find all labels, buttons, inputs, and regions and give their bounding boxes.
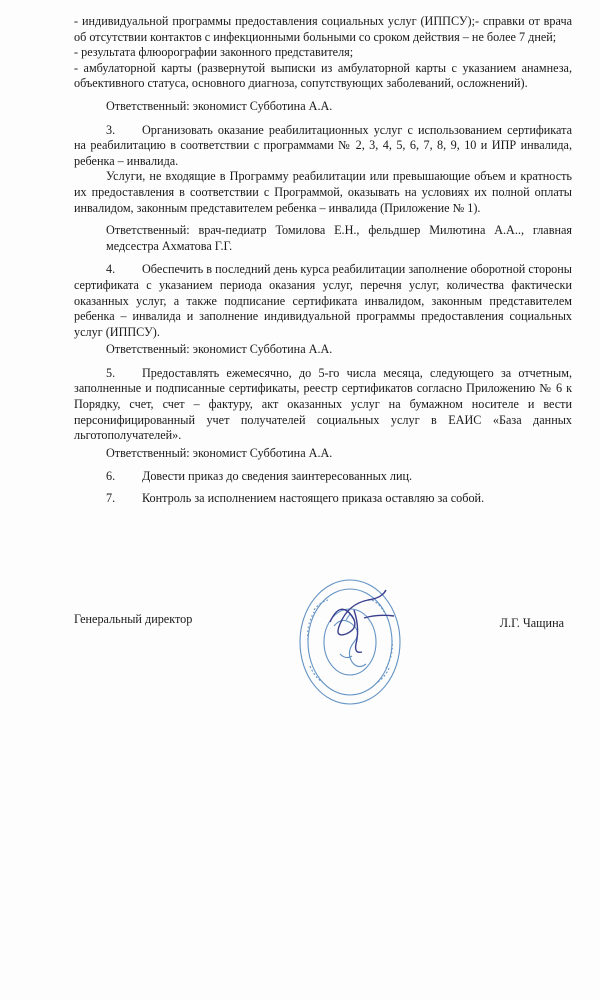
responsible-line: Ответственный: экономист Субботина А.А. [106,445,333,460]
responsible-line: Ответственный: экономист Субботина А.А. [106,342,333,357]
item-text: Довести приказ до сведения заинтересованных лиц. [142,469,413,484]
item-3-extra: Услуги, не входящие в Программу реабилитации или превышающие объем и кратность их предоставления в соответствии с Программой, оказывать на условиях их полной оплаты инвалидом, законным представителем ребенка – инвалида (Приложение № 1). [74,169,572,215]
item-text: Организовать оказание реабилитационных услуг с использованием сертификата на реабилитацию в соответствии с программами № 2, 3, 4, 5, 6, 7, 8, 9, 10 и ИПР инвалида, ребенка – инвалида. [74,122,572,168]
bullet-line-fluorography: - результата флюорографии законного представителя; [74,45,354,60]
item-number: 4. [106,262,116,277]
item-4 [74,262,572,340]
item-7 [74,491,572,507]
bullet-line-ambulatory-card: - амбулаторной карты (развернутой выписки из амбулаторной карты с указанием анамнеза, объективного статуса, основного диагноза, сопутствующих заболеваний, осложнений). [74,60,572,91]
official-stamp-icon [294,570,412,710]
item-5 [74,366,572,444]
signatory-position: Генеральный директор [74,612,193,626]
item-number: 3. [106,122,116,137]
responsible-line: Ответственный: экономист Субботина А.А. [106,98,333,113]
item-text: Предоставлять ежемесячно, до 5-го числа месяца, следующего за отчетным, заполненные и подписанные сертификаты, реестр сертификатов согласно Приложению № 6 к Порядку, счет, счет – фактуру, акт оказанных услуг на бумажном носителе и вести персонифицированный учет получателей социальных услуг в ЕАИС «База данных льготополучателей». [74,365,572,443]
item-number: 6. [106,469,116,484]
item-text: Обеспечить в последний день курса реабилитации заполнение оборотной стороны сертификата с указанием периода оказания услуг, перечня услуг, количества фактически оказанных услуг, а также подписание сертификата инвалидом, законным представителем ребенка – инвалида и заполнение индивидуальной программы предоставления социальных услуг (ИППСУ). [74,262,572,339]
item-3 [74,123,572,170]
responsible-line: Ответственный: врач-педиатр Томилова Е.Н., фельдшер Милютина А.А.., главная медсестра Ахматова Г.Г. [106,223,572,253]
item-6 [74,469,572,485]
item-number: 7. [106,491,116,506]
document-body [74,14,572,507]
item-text: Контроль за исполнением настоящего приказа оставляю за собой. [142,491,485,506]
item-number: 5. [106,365,116,380]
signatory-name: Л.Г. Чащина [499,616,564,630]
bullet-line-ippsu: - индивидуальной программы предоставления социальных услуг (ИППСУ);- справки от врача об отсутствии контактов с инфекционными больными со сроком действия – не более 7 дней; [74,14,572,44]
